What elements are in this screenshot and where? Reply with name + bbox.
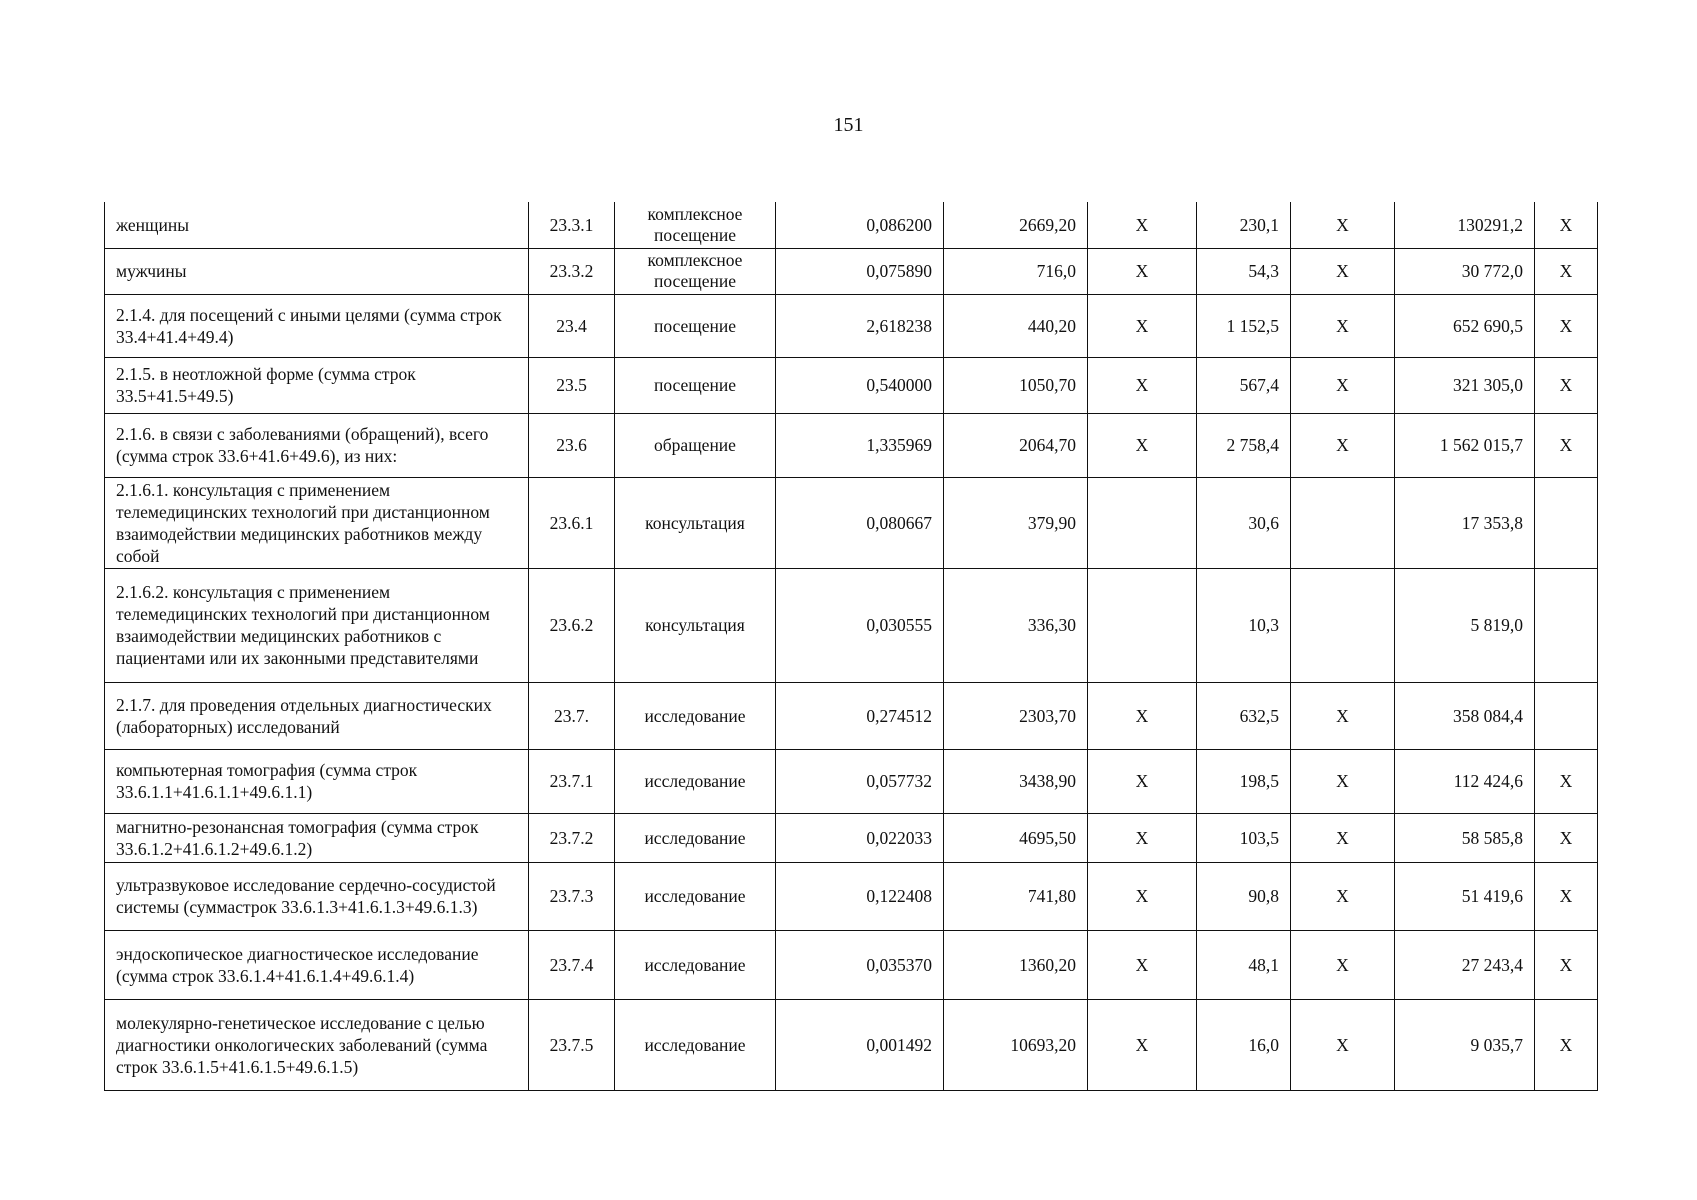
row-name: молекулярно-генетическое исследование с целью диагностики онкологических заболеваний (сумма строк 33.6.1.5+41.6.1.5+49.6.1.5) bbox=[105, 999, 529, 1090]
row-cost: 4695,50 bbox=[944, 813, 1088, 862]
row-unit: исследование bbox=[615, 999, 776, 1090]
row-val2: 5 819,0 bbox=[1395, 568, 1535, 682]
row-val2: 112 424,6 bbox=[1395, 749, 1535, 813]
row-val2: 358 084,4 bbox=[1395, 682, 1535, 749]
row-code: 23.6 bbox=[529, 413, 615, 477]
row-x1: Х bbox=[1088, 999, 1197, 1090]
table-row bbox=[105, 862, 1598, 930]
row-norm: 1,335969 bbox=[776, 413, 944, 477]
row-code: 23.5 bbox=[529, 357, 615, 413]
row-x2 bbox=[1291, 568, 1395, 682]
table-row bbox=[105, 813, 1598, 862]
row-norm: 0,030555 bbox=[776, 568, 944, 682]
table-row bbox=[105, 357, 1598, 413]
row-code: 23.7.3 bbox=[529, 862, 615, 930]
row-val2: 321 305,0 bbox=[1395, 357, 1535, 413]
row-cost: 741,80 bbox=[944, 862, 1088, 930]
table-row bbox=[105, 749, 1598, 813]
row-unit: комплексное посещение bbox=[615, 202, 776, 248]
row-x1: Х bbox=[1088, 357, 1197, 413]
row-x2 bbox=[1291, 477, 1395, 568]
row-norm: 0,080667 bbox=[776, 477, 944, 568]
row-x1 bbox=[1088, 568, 1197, 682]
row-code: 23.7. bbox=[529, 682, 615, 749]
row-x3: Х bbox=[1535, 248, 1598, 294]
row-norm: 0,001492 bbox=[776, 999, 944, 1090]
row-norm: 0,086200 bbox=[776, 202, 944, 248]
row-x3: Х bbox=[1535, 202, 1598, 248]
row-cost: 2064,70 bbox=[944, 413, 1088, 477]
row-val1: 16,0 bbox=[1197, 999, 1291, 1090]
row-norm: 0,057732 bbox=[776, 749, 944, 813]
row-name: 2.1.6.1. консультация с применением телемедицинских технологий при дистанционном взаимодействии медицинских работников между собой bbox=[105, 477, 529, 568]
row-unit: исследование bbox=[615, 682, 776, 749]
row-unit: исследование bbox=[615, 813, 776, 862]
row-cost: 1360,20 bbox=[944, 930, 1088, 999]
row-x1: Х bbox=[1088, 413, 1197, 477]
row-val1: 90,8 bbox=[1197, 862, 1291, 930]
row-x2: Х bbox=[1291, 930, 1395, 999]
row-code: 23.3.2 bbox=[529, 248, 615, 294]
row-unit: исследование bbox=[615, 749, 776, 813]
row-x3 bbox=[1535, 477, 1598, 568]
row-cost: 2669,20 bbox=[944, 202, 1088, 248]
row-val2: 9 035,7 bbox=[1395, 999, 1535, 1090]
row-name: ультразвуковое исследование сердечно-сосудистой системы (суммастрок 33.6.1.3+41.6.1.3+49.6.1.3) bbox=[105, 862, 529, 930]
row-unit: комплексное посещение bbox=[615, 248, 776, 294]
row-cost: 3438,90 bbox=[944, 749, 1088, 813]
row-x3: Х bbox=[1535, 294, 1598, 357]
row-x2: Х bbox=[1291, 248, 1395, 294]
row-x3: Х bbox=[1535, 862, 1598, 930]
table-row bbox=[105, 682, 1598, 749]
table-row bbox=[105, 202, 1598, 248]
row-name: мужчины bbox=[105, 248, 529, 294]
row-name: 2.1.5. в неотложной форме (сумма строк 33.5+41.5+49.5) bbox=[105, 357, 529, 413]
row-x3: Х bbox=[1535, 930, 1598, 999]
row-code: 23.3.1 bbox=[529, 202, 615, 248]
row-cost: 440,20 bbox=[944, 294, 1088, 357]
row-val1: 1 152,5 bbox=[1197, 294, 1291, 357]
table-row bbox=[105, 930, 1598, 999]
row-cost: 10693,20 bbox=[944, 999, 1088, 1090]
row-code: 23.7.2 bbox=[529, 813, 615, 862]
row-val1: 48,1 bbox=[1197, 930, 1291, 999]
row-x2: Х bbox=[1291, 294, 1395, 357]
row-x1: Х bbox=[1088, 248, 1197, 294]
row-val1: 198,5 bbox=[1197, 749, 1291, 813]
row-val1: 103,5 bbox=[1197, 813, 1291, 862]
row-cost: 379,90 bbox=[944, 477, 1088, 568]
data-table bbox=[104, 202, 1598, 1091]
row-val1: 2 758,4 bbox=[1197, 413, 1291, 477]
row-x3 bbox=[1535, 568, 1598, 682]
row-x2: Х bbox=[1291, 999, 1395, 1090]
row-norm: 0,075890 bbox=[776, 248, 944, 294]
row-x2: Х bbox=[1291, 862, 1395, 930]
row-code: 23.6.2 bbox=[529, 568, 615, 682]
row-cost: 1050,70 bbox=[944, 357, 1088, 413]
row-val1: 30,6 bbox=[1197, 477, 1291, 568]
row-val1: 567,4 bbox=[1197, 357, 1291, 413]
row-name: 2.1.6.2. консультация с применением телемедицинских технологий при дистанционном взаимодействии медицинских работников с пациентами или их законными представителями bbox=[105, 568, 529, 682]
row-x1: Х bbox=[1088, 862, 1197, 930]
row-val2: 1 562 015,7 bbox=[1395, 413, 1535, 477]
row-val2: 51 419,6 bbox=[1395, 862, 1535, 930]
row-x2: Х bbox=[1291, 413, 1395, 477]
table-row bbox=[105, 477, 1598, 568]
row-val2: 30 772,0 bbox=[1395, 248, 1535, 294]
row-val2: 58 585,8 bbox=[1395, 813, 1535, 862]
row-x3 bbox=[1535, 682, 1598, 749]
row-x1: Х bbox=[1088, 813, 1197, 862]
row-norm: 0,540000 bbox=[776, 357, 944, 413]
row-x1 bbox=[1088, 477, 1197, 568]
row-cost: 2303,70 bbox=[944, 682, 1088, 749]
row-val2: 652 690,5 bbox=[1395, 294, 1535, 357]
row-unit: консультация bbox=[615, 477, 776, 568]
row-x2: Х bbox=[1291, 813, 1395, 862]
table-row bbox=[105, 999, 1598, 1090]
row-val1: 632,5 bbox=[1197, 682, 1291, 749]
row-code: 23.6.1 bbox=[529, 477, 615, 568]
page-number: 151 bbox=[833, 114, 864, 136]
row-x3: Х bbox=[1535, 413, 1598, 477]
row-code: 23.7.5 bbox=[529, 999, 615, 1090]
row-val2: 130291,2 bbox=[1395, 202, 1535, 248]
row-code: 23.7.4 bbox=[529, 930, 615, 999]
row-val2: 27 243,4 bbox=[1395, 930, 1535, 999]
row-cost: 716,0 bbox=[944, 248, 1088, 294]
row-unit: консультация bbox=[615, 568, 776, 682]
row-norm: 0,035370 bbox=[776, 930, 944, 999]
row-val1: 230,1 bbox=[1197, 202, 1291, 248]
row-name: компьютерная томография (сумма строк 33.6.1.1+41.6.1.1+49.6.1.1) bbox=[105, 749, 529, 813]
row-name: магнитно-резонансная томография (сумма строк 33.6.1.2+41.6.1.2+49.6.1.2) bbox=[105, 813, 529, 862]
row-x2: Х bbox=[1291, 202, 1395, 248]
row-x1: Х bbox=[1088, 682, 1197, 749]
table-row bbox=[105, 294, 1598, 357]
row-name: 2.1.4. для посещений с иными целями (сумма строк 33.4+41.4+49.4) bbox=[105, 294, 529, 357]
row-x2: Х bbox=[1291, 357, 1395, 413]
row-unit: посещение bbox=[615, 357, 776, 413]
row-name: 2.1.7. для проведения отдельных диагностических (лабораторных) исследований bbox=[105, 682, 529, 749]
row-norm: 2,618238 bbox=[776, 294, 944, 357]
row-norm: 0,274512 bbox=[776, 682, 944, 749]
row-x1: Х bbox=[1088, 202, 1197, 248]
table-row bbox=[105, 413, 1598, 477]
row-x3: Х bbox=[1535, 749, 1598, 813]
row-unit: исследование bbox=[615, 862, 776, 930]
row-name: 2.1.6. в связи с заболеваниями (обращений), всего (сумма строк 33.6+41.6+49.6), из них: bbox=[105, 413, 529, 477]
row-code: 23.4 bbox=[529, 294, 615, 357]
table-row bbox=[105, 568, 1598, 682]
table-row bbox=[105, 248, 1598, 294]
row-val2: 17 353,8 bbox=[1395, 477, 1535, 568]
row-name: женщины bbox=[105, 202, 529, 248]
row-unit: посещение bbox=[615, 294, 776, 357]
row-cost: 336,30 bbox=[944, 568, 1088, 682]
row-val1: 10,3 bbox=[1197, 568, 1291, 682]
row-x3: Х bbox=[1535, 813, 1598, 862]
row-x2: Х bbox=[1291, 749, 1395, 813]
row-x1: Х bbox=[1088, 930, 1197, 999]
row-x3: Х bbox=[1535, 999, 1598, 1090]
row-x1: Х bbox=[1088, 294, 1197, 357]
row-x1: Х bbox=[1088, 749, 1197, 813]
row-unit: обращение bbox=[615, 413, 776, 477]
row-x3: Х bbox=[1535, 357, 1598, 413]
row-x2: Х bbox=[1291, 682, 1395, 749]
row-name: эндоскопическое диагностическое исследование (сумма строк 33.6.1.4+41.6.1.4+49.6.1.4) bbox=[105, 930, 529, 999]
row-norm: 0,022033 bbox=[776, 813, 944, 862]
row-unit: исследование bbox=[615, 930, 776, 999]
row-norm: 0,122408 bbox=[776, 862, 944, 930]
row-code: 23.7.1 bbox=[529, 749, 615, 813]
row-val1: 54,3 bbox=[1197, 248, 1291, 294]
